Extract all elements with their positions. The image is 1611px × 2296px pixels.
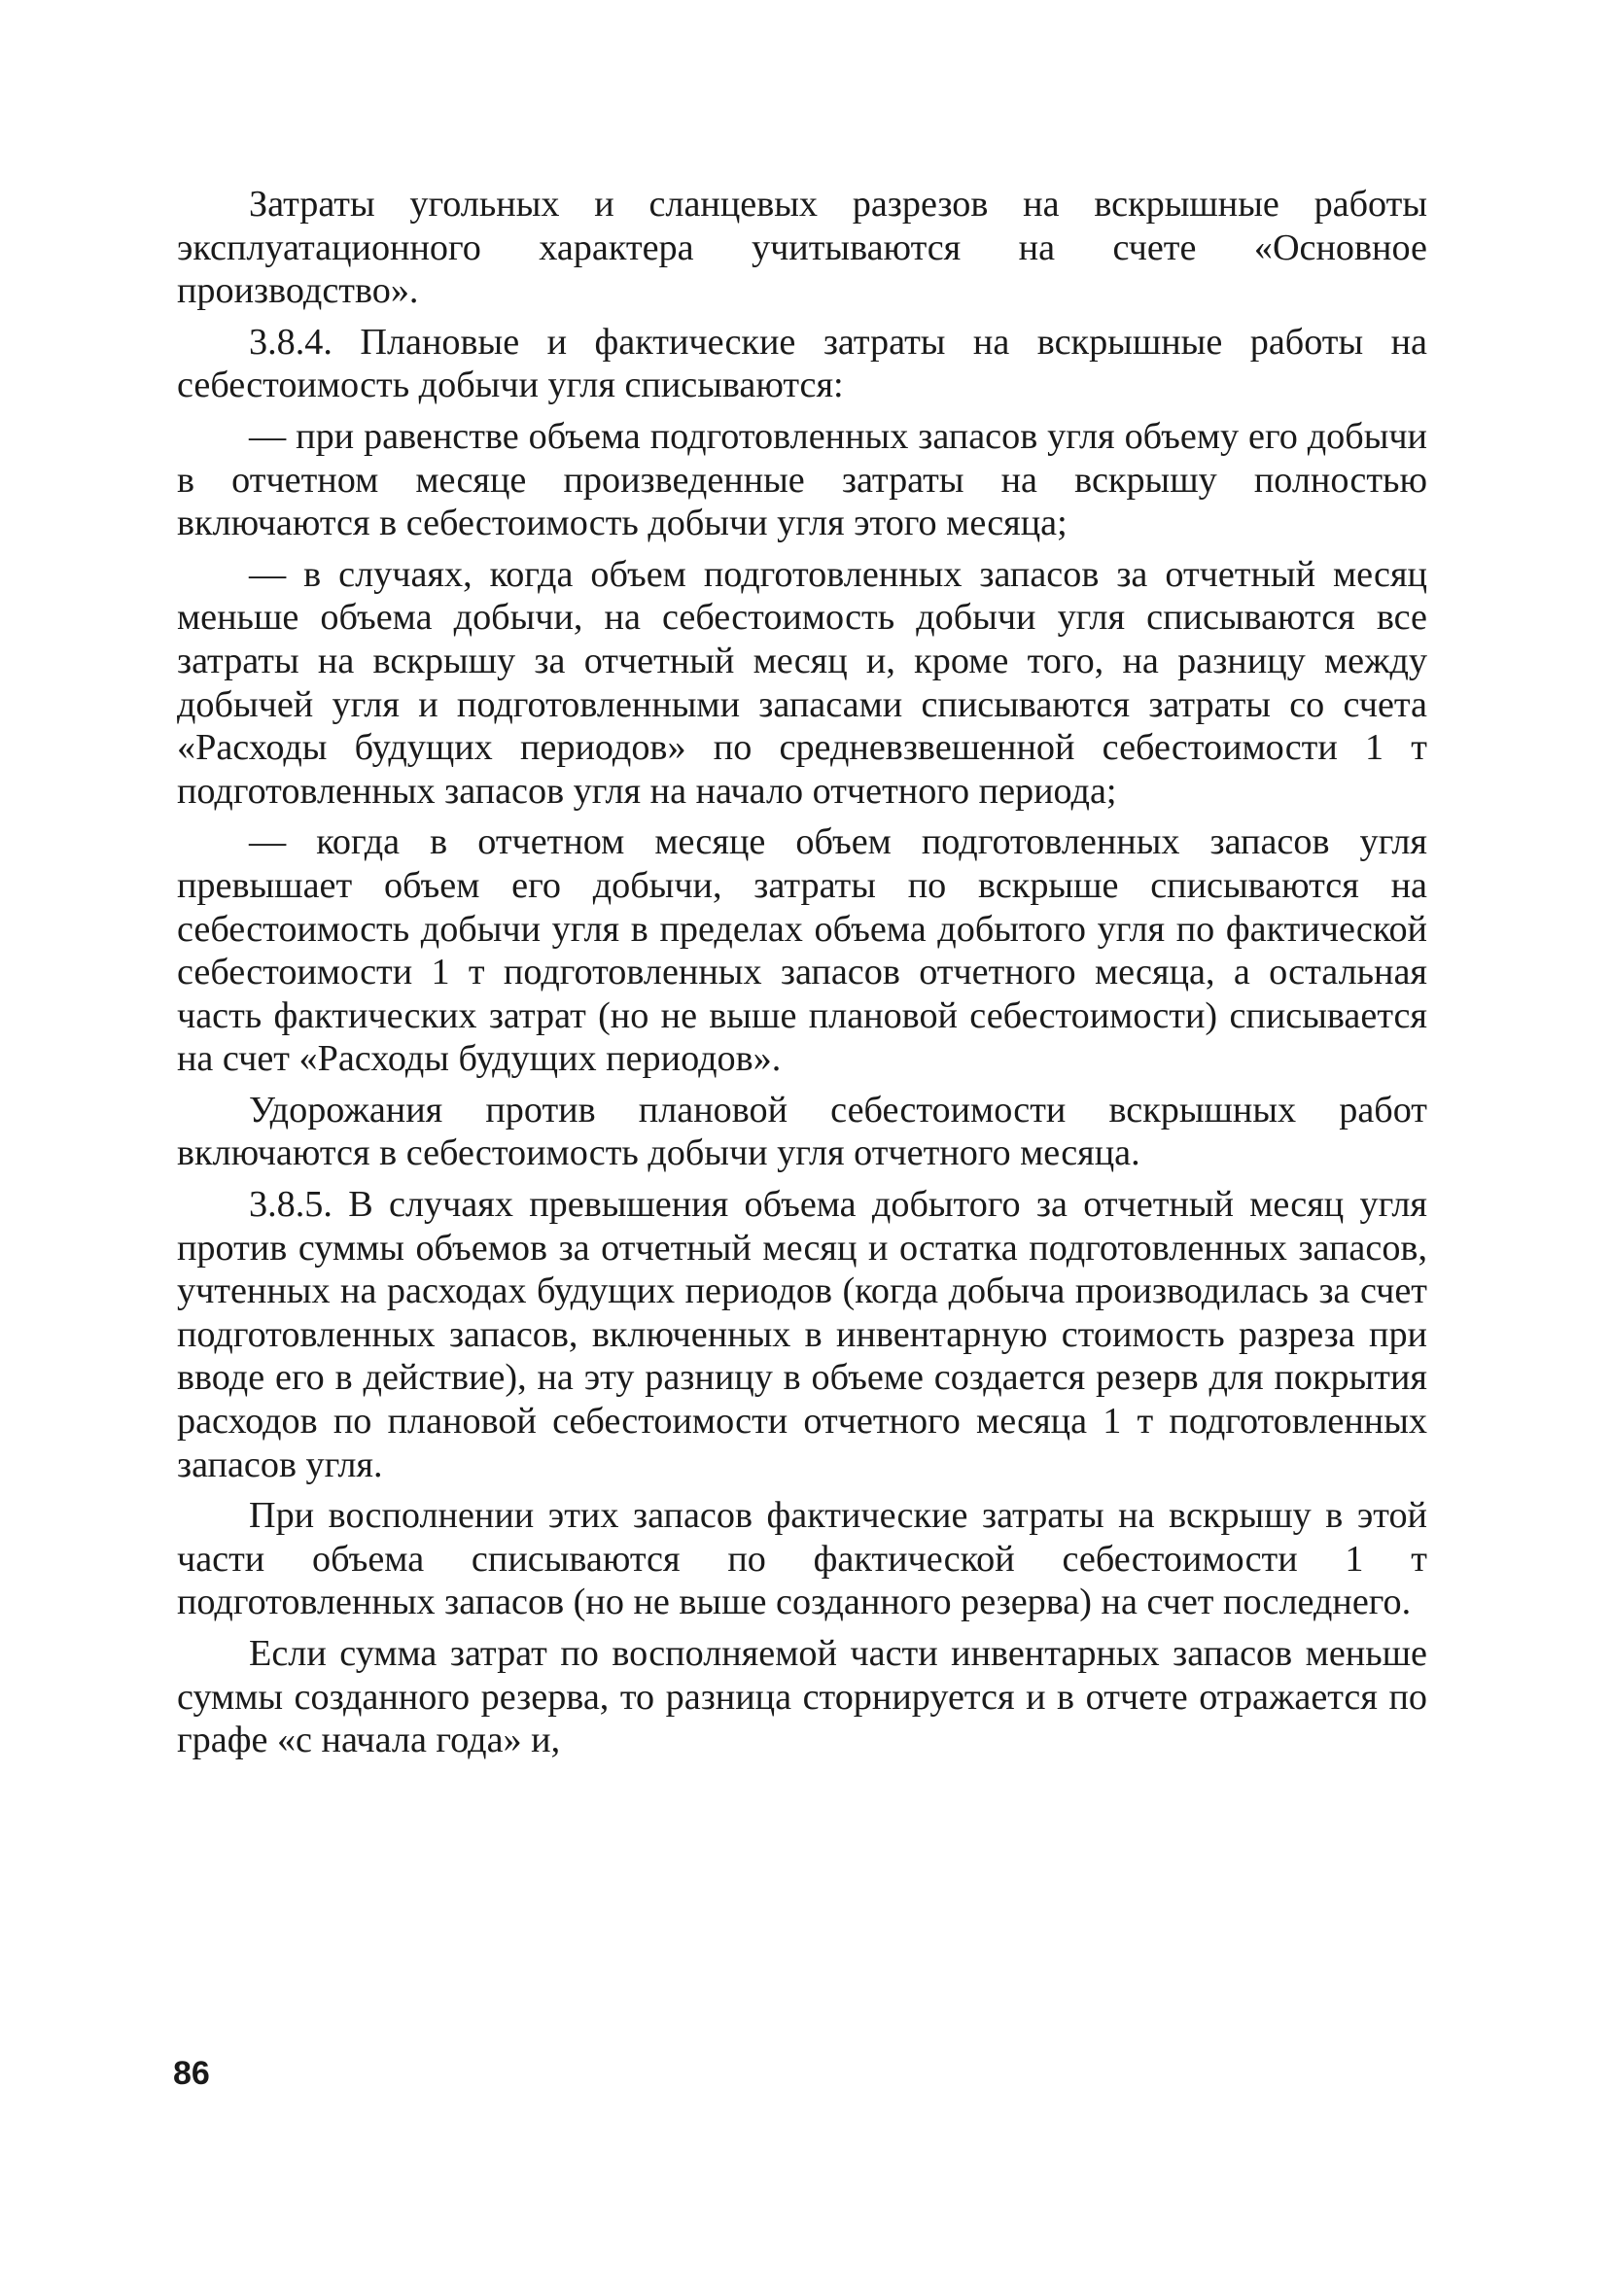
paragraph-replenishment: При восполнении этих запасов фактические затраты на вскрышу в этой части объема списываются по фактической себестоимости 1 т подготовленных запасов (но не выше созданного резерва) на счет последнего. (177, 1495, 1427, 1623)
paragraph-reserve-difference: Если сумма затрат по восполняемой части инвентарных запасов меньше суммы созданного резерва, то разница сторнируется и в отчете отражается по графе «с начала года» и, (177, 1633, 1427, 1761)
paragraph-3-8-4: 3.8.4. Плановые и фактические затраты на вскрышные работы на себестоимость добычи угля списываются: (177, 321, 1427, 406)
paragraph-equal-volume: — при равенстве объема подготовленных запасов угля объему его добычи в отчетном месяце произведенные затраты на вскрышу полностью включаются в себестоимость добычи угля этого месяца; (177, 415, 1427, 544)
paragraph-cost-overrun: Удорожания против плановой себестоимости вскрышных работ включаются в себестоимость добычи угля отчетного месяца. (177, 1089, 1427, 1174)
body-text (177, 183, 1427, 1770)
paragraph-3-8-5: 3.8.5. В случаях превышения объема добытого за отчетный месяц угля против суммы объемов за отчетный месяц и остатка подготовленных запасов, учтенных на расходах будущих периодов (когда добыча производилась за счет подготовленных запасов, включенных в инвентарную стоимость разреза при вводе его в действие), на эту разницу в объеме создается резерв для покрытия расходов по плановой себестоимости отчетного месяца 1 т подготовленных запасов угля. (177, 1184, 1427, 1485)
page-number: 86 (173, 2055, 210, 2092)
paragraph-greater-volume: — когда в отчетном месяце объем подготовленных запасов угля превышает объем его добычи, затраты по вскрыше списываются на себестоимость добычи угля в пределах объема добытого угля по фактической себестоимости 1 т подготовленных запасов отчетного месяца, а остальная часть фактических затрат (но не выше плановой себестоимости) списывается на счет «Расходы будущих периодов». (177, 821, 1427, 1080)
paragraph-expense-accounting: Затраты угольных и сланцевых разрезов на вскрышные работы эксплуатационного характера учитываются на счете «Основное производство». (177, 184, 1427, 312)
paragraph-less-volume: — в случаях, когда объем подготовленных запасов за отчетный месяц меньше объема добычи, на себестоимость добычи угля списываются все затраты на вскрышу за отчетный месяц и, кроме того, на разницу между добычей угля и подготовленными запасами списываются затраты со счета «Расходы будущих периодов» по средневзвешенной себестоимости 1 т подготовленных запасов угля на начало отчетного периода; (177, 553, 1427, 812)
